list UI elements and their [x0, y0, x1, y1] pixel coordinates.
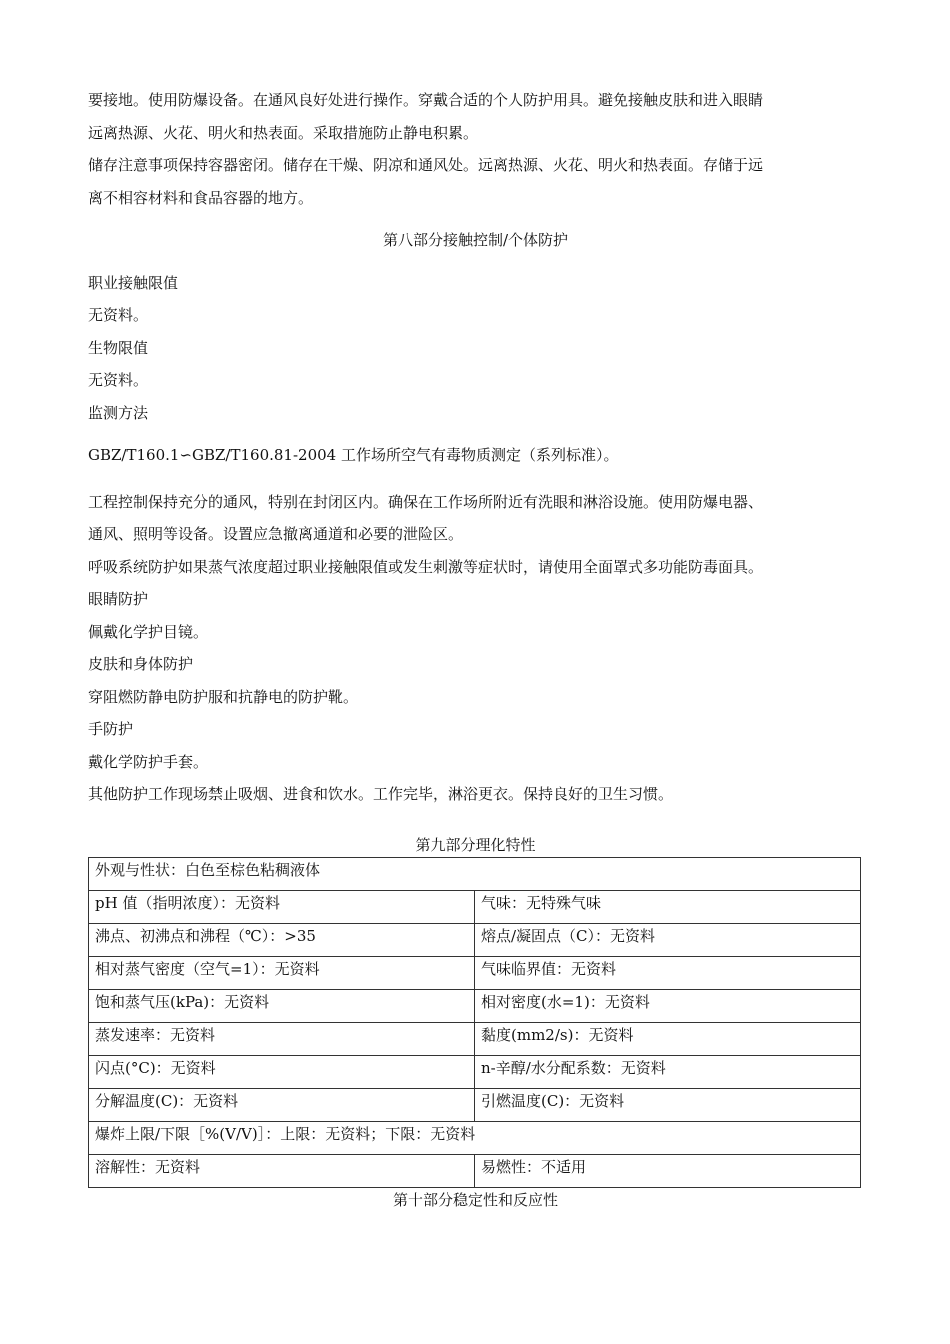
section-9-title: 第九部分理化特性: [415, 835, 536, 854]
engineering-control-line-2: 通风、照明等设备。设置应急撤离通道和必要的泄险区。: [88, 525, 464, 543]
section-10-title: 第十部分稳定性和反应性: [392, 1190, 558, 1209]
flammability-cell: 易燃性：不适用: [475, 1154, 861, 1187]
table-row: [89, 989, 861, 1022]
properties-table: [88, 857, 861, 1188]
storage-text-line-2: 离不相容材料和食品容器的地方。: [88, 188, 314, 207]
ignition-temp-cell: 引燃温度(C)：无资料: [475, 1088, 861, 1121]
viscosity-cell: 黏度(mm2/s)：无资料: [475, 1022, 861, 1055]
bio-limit-label: 生物限值: [88, 338, 149, 357]
table-row: [89, 1022, 861, 1055]
storage-text-line-1: 储存注意事项保持容器密闭。储存在干燥、阴凉和通风处。远离热源、火花、明火和热表面。存储于远: [88, 156, 764, 174]
solubility-cell: 溶解性：无资料: [89, 1154, 475, 1187]
eye-protection-label: 眼睛防护: [88, 590, 149, 608]
oel-label: 职业接触限值: [88, 273, 179, 292]
oel-value: 无资料。: [88, 306, 149, 324]
hand-protection-label: 手防护: [88, 720, 134, 738]
table-row: [89, 857, 861, 890]
vapor-pressure-cell: 饱和蒸气压(kPa)：无资料: [89, 989, 475, 1022]
appearance-cell: 外观与性状：白色至棕色粘稠液体: [89, 857, 861, 890]
odor-threshold-cell: 气味临界值：无资料: [475, 956, 861, 989]
handling-text-line-1: 要接地。使用防爆设备。在通风良好处进行操作。穿戴合适的个人防护用具。避免接触皮肤和进入眼睛: [88, 91, 764, 109]
flash-point-cell: 闪点(°C)：无资料: [89, 1055, 475, 1088]
other-protection: 其他防护工作现场禁止吸烟、进食和饮水。工作完毕，淋浴更衣。保持良好的卫生习惯。: [88, 785, 674, 803]
melting-point-cell: 熔点/凝固点（C）：无资料: [475, 923, 861, 956]
explosion-limits-cell: 爆炸上限/下限［%(V/V)］：上限：无资料；下限：无资料: [89, 1121, 861, 1154]
document-page: [88, 84, 863, 1212]
handling-text-line-2: 远离热源、火花、明火和热表面。采取措施防止静电积累。: [88, 123, 479, 142]
monitor-label: 监测方法: [88, 403, 149, 422]
bio-limit-value: 无资料。: [88, 371, 149, 389]
vapor-density-cell: 相对蒸气密度（空气=1）：无资料: [89, 956, 475, 989]
evaporation-rate-cell: 蒸发速率：无资料: [89, 1022, 475, 1055]
table-row: [89, 1154, 861, 1187]
table-row: [89, 1055, 861, 1088]
skin-protection-label: 皮肤和身体防护: [88, 655, 194, 673]
ph-cell: pH 值（指明浓度）：无资料: [89, 890, 475, 923]
table-row: [89, 923, 861, 956]
hand-protection-value: 戴化学防护手套。: [88, 752, 209, 771]
skin-protection-value: 穿阻燃防静电防护服和抗静电的防护靴。: [88, 687, 359, 706]
partition-coefficient-cell: n-辛醇/水分配系数：无资料: [475, 1055, 861, 1088]
table-row: [89, 890, 861, 923]
table-row: [89, 1121, 861, 1154]
engineering-control-line-1: 工程控制保持充分的通风，特别在封闭区内。确保在工作场所附近有洗眼和淋浴设施。使用防爆电器、: [88, 492, 764, 511]
table-row: [89, 956, 861, 989]
monitor-value: GBZ/T160.1∽GBZ/T160.81-2004 工作场所空气有毒物质测定（系列标准）。: [88, 446, 619, 464]
section-8-title: 第八部分接触控制/个体防护: [382, 231, 569, 249]
boiling-point-cell: 沸点、初沸点和沸程（℃）：>35: [89, 923, 475, 956]
relative-density-cell: 相对密度(水=1)：无资料: [475, 989, 861, 1022]
decomposition-temp-cell: 分解温度(C)：无资料: [89, 1088, 475, 1121]
eye-protection-value: 佩戴化学护目镜。: [88, 622, 209, 641]
respiratory-protection: 呼吸系统防护如果蒸气浓度超过职业接触限值或发生刺激等症状时，请使用全面罩式多功能防毒面具。: [88, 557, 764, 576]
table-row: [89, 1088, 861, 1121]
odor-cell: 气味：无特殊气味: [475, 890, 861, 923]
